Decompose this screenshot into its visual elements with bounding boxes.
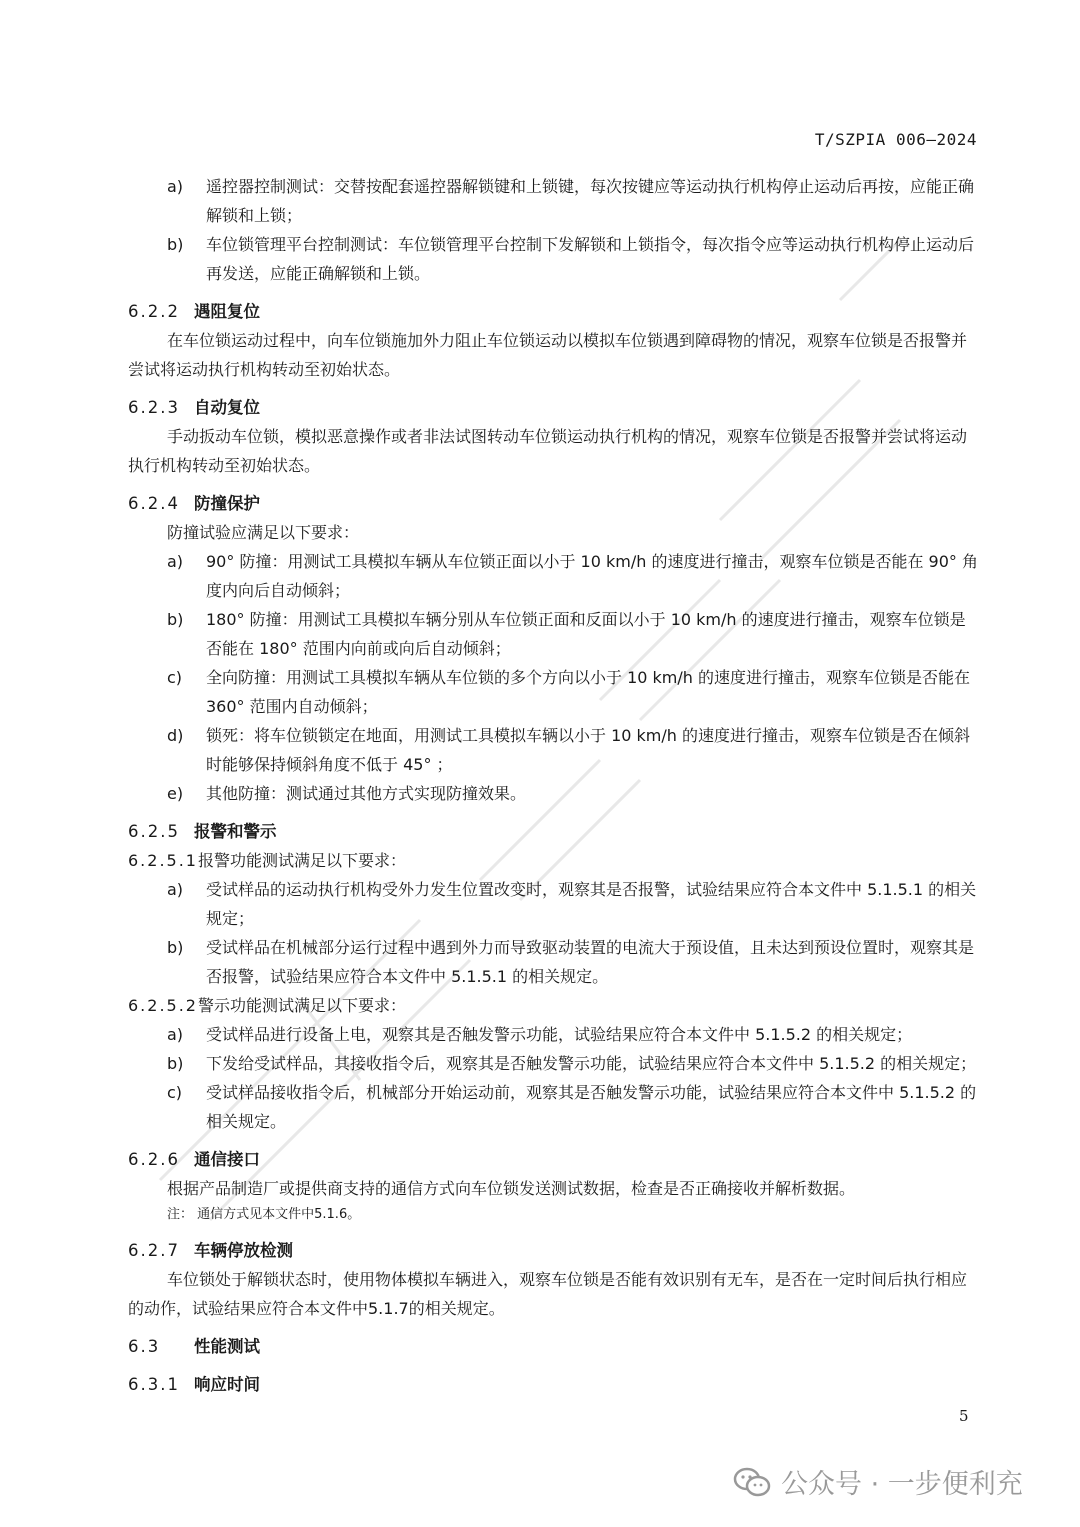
section-number: 6.2.6 bbox=[128, 1150, 180, 1169]
list-marker: c) bbox=[167, 668, 183, 687]
brand-text: 公众号 · 一步便利充 bbox=[781, 1469, 1023, 1500]
list-item-text: 受试样品的运动执行机构受外力发生位置改变时，观察其是否报警，试验结果应符合本文件中 5.1.5.1 的相关规定； bbox=[206, 880, 977, 928]
section-number: 6.3.1 bbox=[128, 1375, 180, 1394]
paragraph: 根据产品制造厂或提供商支持的通信方式向车位锁发送测试数据，检查是否正确接收并解析数据。 bbox=[167, 1179, 856, 1198]
list-marker: a) bbox=[167, 1025, 184, 1044]
section-number: 6.2.5 bbox=[128, 822, 180, 841]
wechat-brand bbox=[733, 1462, 1023, 1501]
section-number: 6.2.3 bbox=[128, 398, 180, 417]
paragraph: 防撞试验应满足以下要求： bbox=[167, 523, 360, 542]
list-item bbox=[128, 779, 978, 808]
list-marker: a) bbox=[167, 552, 184, 571]
list-item-text: 车位锁管理平台控制测试：车位锁管理平台控制下发解锁和上锁指令，每次指令应等运动执行机构停止运动后再发送，应能正确解锁和上锁。 bbox=[206, 235, 975, 283]
section-title: 报警和警示 bbox=[194, 822, 277, 841]
section-title: 性能测试 bbox=[194, 1337, 260, 1356]
paragraph: 手动扳动车位锁，模拟恶意操作或者非法试图转动车位锁运动执行机构的情况，观察车位锁是否报警并尝试将运动执行机构转动至初始状态。 bbox=[128, 427, 968, 475]
section-heading bbox=[128, 393, 978, 422]
list-item-text: 受试样品接收指令后，机械部分开始运动前，观察其是否触发警示功能，试验结果应符合本文件中 5.1.5.2 的相关规定。 bbox=[206, 1083, 977, 1131]
list-item-text: 其他防撞：测试通过其他方式实现防撞效果。 bbox=[206, 784, 527, 803]
section-heading bbox=[128, 1370, 978, 1399]
list-item-text: 180° 防撞：用测试工具模拟车辆分别从车位锁正面和反面以小于 10 km/h 的速度进行撞击，观察车位锁是否能在 180° 范围内向前或向后自动倾斜； bbox=[206, 610, 966, 658]
list-item bbox=[128, 721, 978, 779]
document-body bbox=[128, 172, 978, 1399]
list-item bbox=[128, 605, 978, 663]
section-heading bbox=[128, 991, 978, 1020]
list-item bbox=[128, 933, 978, 991]
note: 注： 通信方式见本文件中5.1.6。 bbox=[167, 1207, 361, 1222]
list-item bbox=[128, 875, 978, 933]
list-marker: b) bbox=[167, 938, 184, 957]
list-marker: c) bbox=[167, 1083, 183, 1102]
section-number: 6.3 bbox=[128, 1337, 161, 1356]
section-title: 自动复位 bbox=[194, 398, 260, 417]
list-item-text: 受试样品在机械部分运行过程中遇到外力而导致驱动装置的电流大于预设值，且未达到预设位置时，观察其是否报警，试验结果应符合本文件中 5.1.5.1 的相关规定。 bbox=[206, 938, 975, 986]
section-title: 通信接口 bbox=[194, 1150, 260, 1169]
list-marker: e) bbox=[167, 784, 184, 803]
section-title: 警示功能测试满足以下要求： bbox=[197, 996, 406, 1015]
list-item-text: 遥控器控制测试：交替按配套遥控器解锁键和上锁键，每次按键应等运动执行机构停止运动后再按，应能正确解锁和上锁； bbox=[206, 177, 975, 225]
document-code: T/SZPIA 006—2024 bbox=[814, 130, 977, 149]
paragraph: 在车位锁运动过程中，向车位锁施加外力阻止车位锁运动以模拟车位锁遇到障碍物的情况，观察车位锁是否报警并尝试将运动执行机构转动至初始状态。 bbox=[128, 331, 968, 379]
section-title: 响应时间 bbox=[194, 1375, 260, 1394]
list-item-text: 锁死：将车位锁锁定在地面，用测试工具模拟车辆以小于 10 km/h 的速度进行撞击，观察车位锁是否在倾斜时能够保持倾斜角度不低于 45° ； bbox=[206, 726, 971, 774]
list-item bbox=[128, 1078, 978, 1136]
list-item bbox=[128, 172, 978, 230]
section-number: 6.2.4 bbox=[128, 494, 180, 513]
section-heading bbox=[128, 297, 978, 326]
list-item bbox=[128, 663, 978, 721]
wechat-icon bbox=[733, 1467, 771, 1497]
section-heading bbox=[128, 817, 978, 846]
list-item bbox=[128, 1020, 978, 1049]
section-heading bbox=[128, 1332, 978, 1361]
list-item bbox=[128, 1049, 978, 1078]
page-number: 5 bbox=[959, 1407, 969, 1425]
list-marker: b) bbox=[167, 610, 184, 629]
list-marker: a) bbox=[167, 177, 184, 196]
section-heading bbox=[128, 489, 978, 518]
list-item-text: 下发给受试样品，其接收指令后，观察其是否触发警示功能，试验结果应符合本文件中 5.1.5.2 的相关规定； bbox=[206, 1054, 977, 1073]
section-title: 防撞保护 bbox=[194, 494, 260, 513]
section-heading bbox=[128, 1145, 978, 1174]
section-number: 6.2.5.1 bbox=[128, 851, 198, 870]
section-number: 6.2.7 bbox=[128, 1241, 180, 1260]
section-heading bbox=[128, 846, 978, 875]
list-item-text: 90° 防撞：用测试工具模拟车辆从车位锁正面以小于 10 km/h 的速度进行撞击，观察车位锁是否能在 90° 角度内向后自动倾斜； bbox=[206, 552, 978, 600]
section-title: 报警功能测试满足以下要求： bbox=[197, 851, 406, 870]
list-marker: d) bbox=[167, 726, 184, 745]
list-item bbox=[128, 547, 978, 605]
list-item-text: 全向防撞：用测试工具模拟车辆从车位锁的多个方向以小于 10 km/h 的速度进行撞击，观察车位锁是否能在 360° 范围内自动倾斜； bbox=[206, 668, 971, 716]
list-item-text: 受试样品进行设备上电，观察其是否触发警示功能，试验结果应符合本文件中 5.1.5.2 的相关规定； bbox=[206, 1025, 913, 1044]
section-heading bbox=[128, 1236, 978, 1265]
section-number: 6.2.2 bbox=[128, 302, 180, 321]
list-item bbox=[128, 230, 978, 288]
section-title: 车辆停放检测 bbox=[194, 1241, 293, 1260]
list-marker: b) bbox=[167, 1054, 184, 1073]
list-marker: b) bbox=[167, 235, 184, 254]
list-marker: a) bbox=[167, 880, 184, 899]
section-title: 遇阻复位 bbox=[194, 302, 260, 321]
paragraph: 车位锁处于解锁状态时，使用物体模拟车辆进入，观察车位锁是否能有效识别有无车，是否在一定时间后执行相应的动作，试验结果应符合本文件中5.1.7的相关规定。 bbox=[128, 1270, 968, 1318]
section-number: 6.2.5.2 bbox=[128, 996, 198, 1015]
